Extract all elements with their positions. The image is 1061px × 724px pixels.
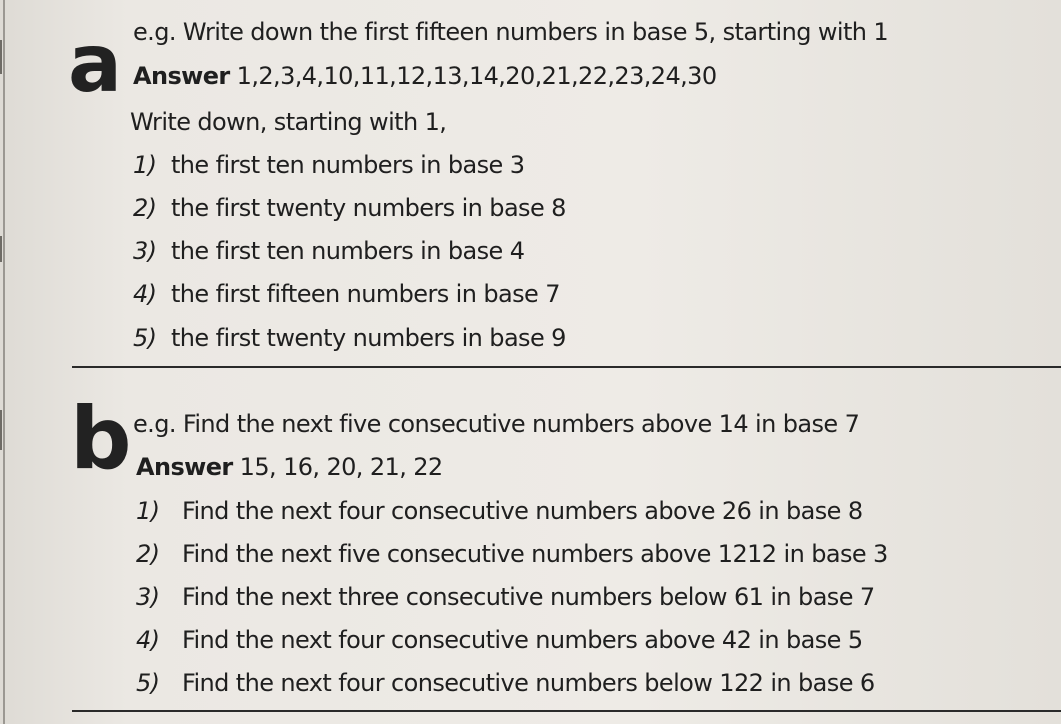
question-number: 4) <box>133 280 157 308</box>
question-number: 2) <box>136 540 160 568</box>
question-text: the first ten numbers in base 4 <box>171 237 525 265</box>
question-number: 3) <box>133 237 157 265</box>
question-text: Find the next four consecutive numbers below 122 in base 6 <box>182 669 875 697</box>
section-divider <box>72 366 1061 368</box>
question-text: Find the next five consecutive numbers above 1212 in base 3 <box>182 540 888 568</box>
section-a-example: e.g. Write down the first fifteen numbers in base 5, starting with 1 <box>133 18 889 46</box>
section-divider <box>72 710 1061 712</box>
question-number: 5) <box>136 669 160 697</box>
question-item <box>136 671 875 695</box>
question-number: 3) <box>136 583 160 611</box>
question-number: 2) <box>133 194 157 222</box>
question-text: the first ten numbers in base 3 <box>171 151 525 179</box>
question-item <box>133 196 566 220</box>
question-text: the first twenty numbers in base 9 <box>171 324 566 352</box>
question-text: the first fifteen numbers in base 7 <box>171 280 560 308</box>
section-b-example: e.g. Find the next five consecutive numbers above 14 in base 7 <box>133 410 860 438</box>
question-number: 1) <box>136 497 160 525</box>
section-b-answer <box>136 455 443 479</box>
answer-value: 15, 16, 20, 21, 22 <box>239 453 443 481</box>
answer-value: 1,2,3,4,10,11,12,13,14,20,21,22,23,24,30 <box>236 62 717 90</box>
question-item <box>133 326 566 350</box>
edge-tick <box>0 410 2 450</box>
question-number: 5) <box>133 324 157 352</box>
question-text: the first twenty numbers in base 8 <box>171 194 566 222</box>
question-item <box>133 239 524 263</box>
edge-tick <box>0 40 2 74</box>
question-text: Find the next four consecutive numbers above 42 in base 5 <box>182 626 863 654</box>
answer-label: Answer <box>136 453 233 481</box>
section-a-instruction: Write down, starting with 1, <box>130 108 447 136</box>
question-item <box>136 628 863 652</box>
question-item <box>136 542 888 566</box>
section-a-letter: a <box>68 17 122 110</box>
question-item <box>133 282 560 306</box>
page-edge-line <box>3 0 5 724</box>
question-text: Find the next three consecutive numbers below 61 in base 7 <box>182 583 875 611</box>
section-a-answer <box>133 64 717 88</box>
question-item <box>133 153 524 177</box>
section-b-letter: b <box>70 389 132 489</box>
edge-tick <box>0 236 2 262</box>
question-text: Find the next four consecutive numbers above 26 in base 8 <box>182 497 863 525</box>
question-item <box>136 585 875 609</box>
answer-label: Answer <box>133 62 230 90</box>
question-number: 4) <box>136 626 160 654</box>
question-number: 1) <box>133 151 157 179</box>
question-item <box>136 499 863 523</box>
